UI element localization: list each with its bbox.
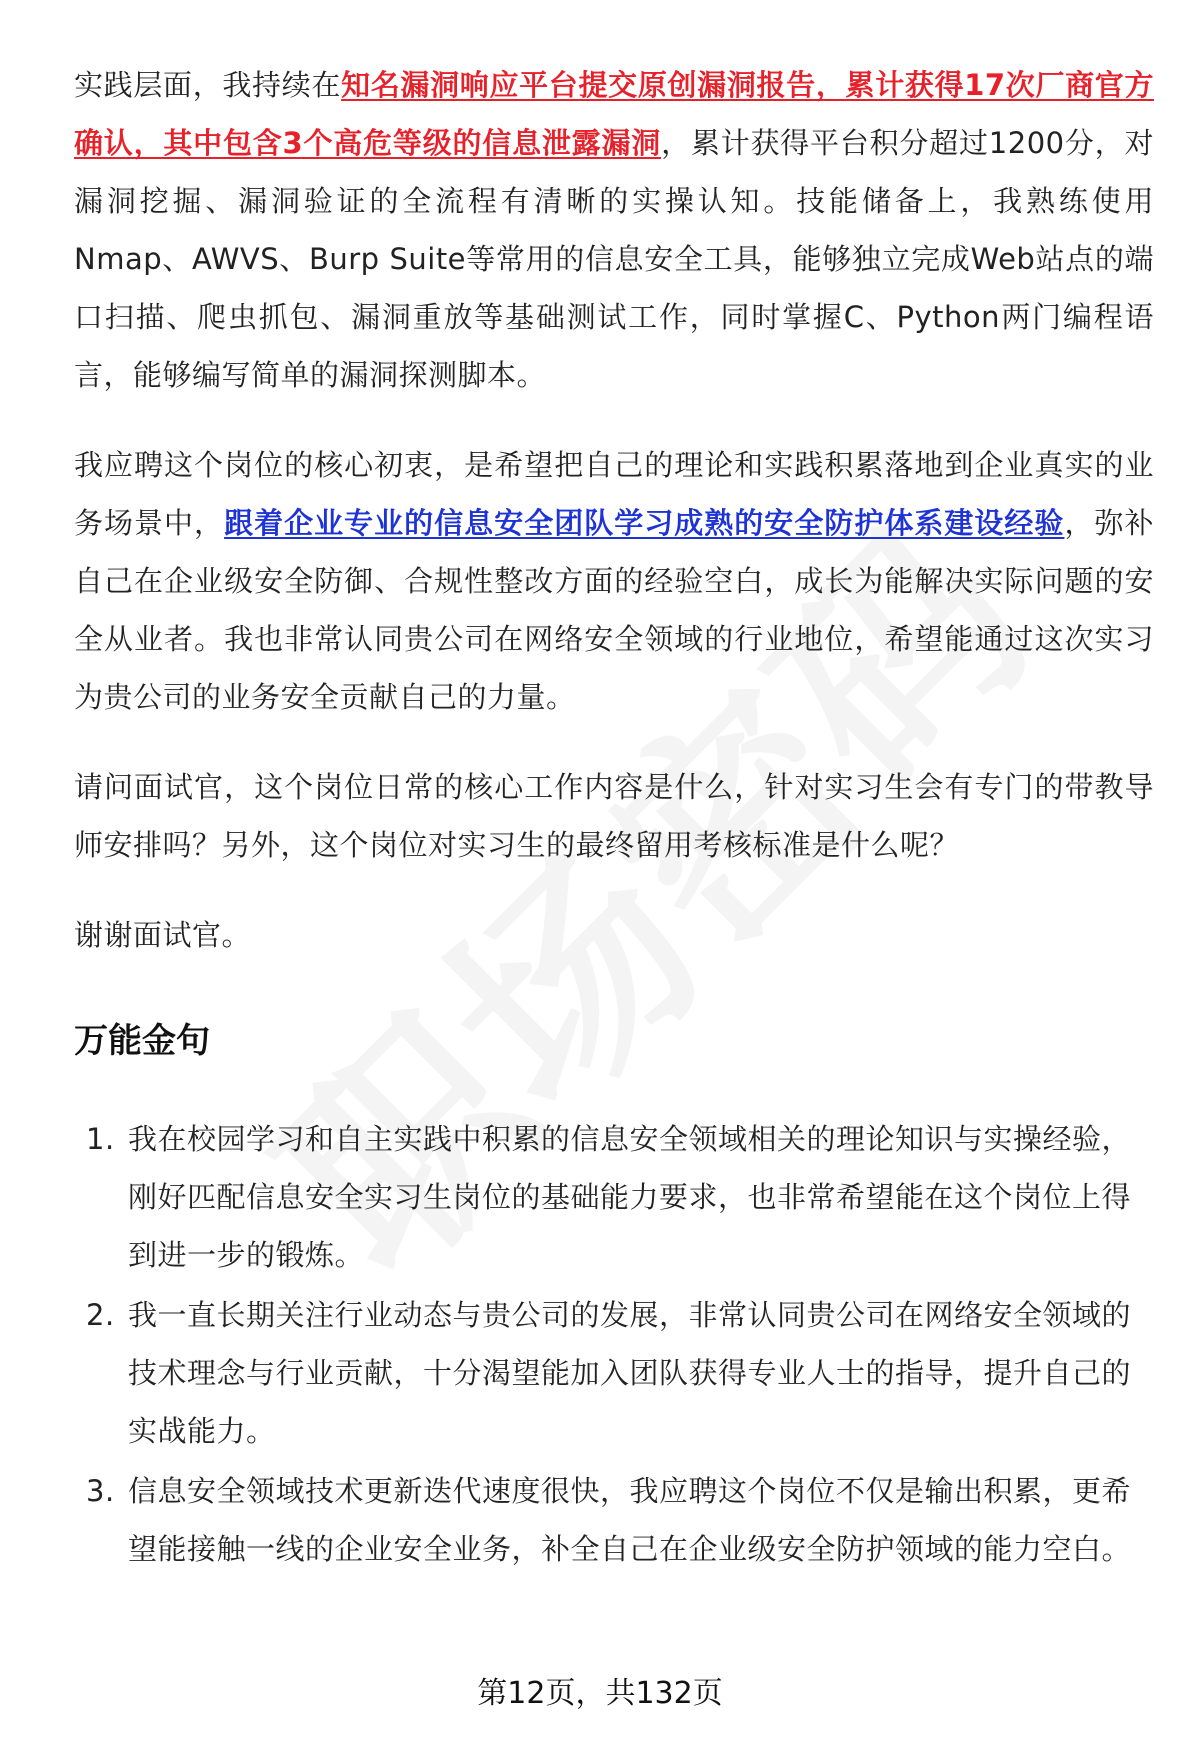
text-segment: 谢谢面试官。: [74, 918, 252, 952]
list-item: [74, 1286, 1154, 1460]
highlight-red: 知名漏洞响应平台提交原创漏洞报告，累计获得17次厂商官方确认，其中包含3个高危等级的信息泄露漏洞: [74, 68, 1154, 160]
list-item-text: 信息安全领域技术更新迭代速度很快，我应聘这个岗位不仅是输出积累，更希望能接触一线的企业安全业务，补全自己在企业级安全防护领域的能力空白。: [128, 1474, 1132, 1566]
list-number: 3.: [86, 1474, 115, 1508]
text-segment: 我应聘这个岗位的核心初衷，是希望把自己的理论和实践积累落地到企业真实的业务场景中，: [74, 448, 1154, 540]
text-segment: 请问面试官，这个岗位日常的核心工作内容是什么，针对实习生会有专门的带教导师安排吗？另外，这个岗位对实习生的最终留用考核标准是什么呢？: [74, 770, 1154, 862]
list-number: 1.: [86, 1122, 115, 1156]
text-segment: ，累计获得平台积分超过1200分，对漏洞挖掘、漏洞验证的全流程有清晰的实操认知。技能储备上，我熟练使用Nmap、AWVS、Burp Suite等常用的信息安全工具，能够独立完成Web站点的端口扫描、爬虫抓包、漏洞重放等基础测试工作，同时掌握C、Python两门编程语言，能够编写简单的漏洞探测脚本。: [74, 126, 1154, 392]
paragraph-motivation: [74, 436, 1154, 726]
list-item-text: 我一直长期关注行业动态与贵公司的发展，非常认同贵公司在网络安全领域的技术理念与行业贡献，十分渴望能加入团队获得专业人士的指导，提升自己的实战能力。: [128, 1298, 1132, 1448]
paragraph-practice: [74, 56, 1154, 404]
list-item: [74, 1462, 1154, 1578]
document-body: [74, 56, 1154, 1580]
paragraph-thanks: [74, 906, 1154, 964]
phrase-list: [74, 1110, 1154, 1578]
text-segment: ，弥补自己在企业级安全防御、合规性整改方面的经验空白，成长为能解决实际问题的安全从业者。我也非常认同贵公司在网络安全领域的行业地位，希望能通过这次实习为贵公司的业务安全贡献自己的力量。: [74, 506, 1154, 714]
list-item-text: 我在校园学习和自主实践中积累的信息安全领域相关的理论知识与实操经验，刚好匹配信息安全实习生岗位的基础能力要求，也非常希望能在这个岗位上得到进一步的锻炼。: [128, 1122, 1132, 1272]
highlight-blue: 跟着企业专业的信息安全团队学习成熟的安全防护体系建设经验: [224, 506, 1065, 540]
list-item: [74, 1110, 1154, 1284]
paragraph-question: [74, 758, 1154, 874]
text-segment: 实践层面，我持续在: [74, 68, 342, 102]
section-title: 万能金句: [74, 1021, 210, 1061]
list-number: 2.: [86, 1298, 115, 1332]
page-number: 第12页，共132页: [477, 1676, 723, 1711]
